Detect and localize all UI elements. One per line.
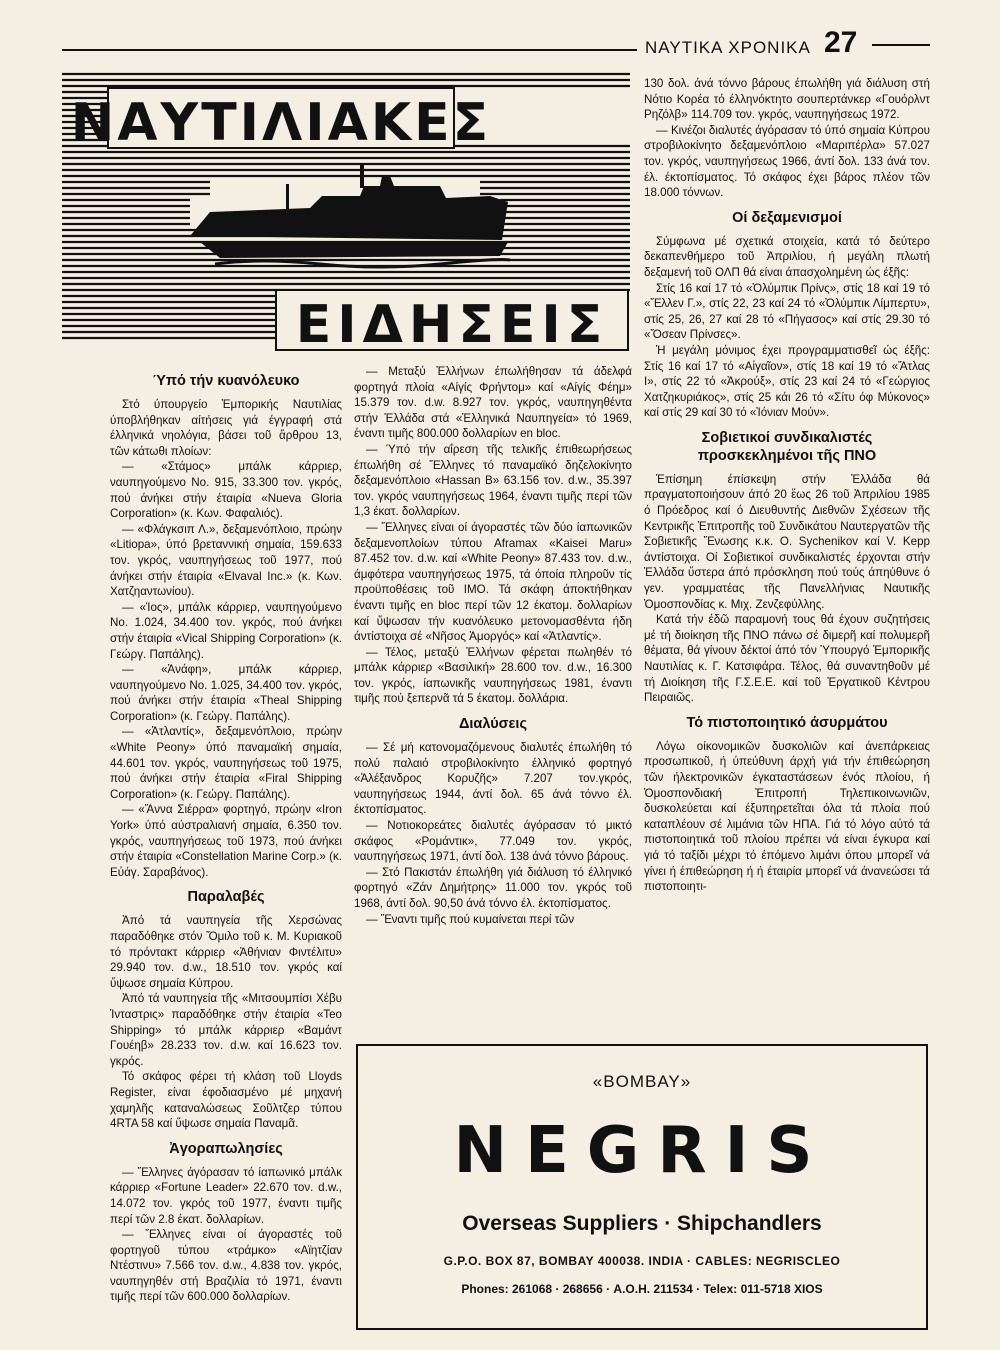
paragraph: — Ἔναντι τιμῆς πού κυμαίνεται περί τῶν: [366, 912, 575, 926]
column-2: [354, 364, 632, 927]
paragraph: Ἐπίσημη έπίσκεψη στήν Ἑλλάδα θά πραγματοποιήσουν άπό 20 ἕως 26 τοῦ Ἀπριλίου 1985 ό Πρόεδρος καί ό Διευθυντής Διεθνῶν Σχέσεων τῆς Κεντρικῆς Ἐπιτροπῆς τοῦ Συνδικάτου Ναυτεργατῶν τῆς Σοβιετικῆς Ἕνωσης κ.κ. Ο. Sychenikov καί V. Kepp άντίστοιχα. Οί Σοβιετικοί συνδικαλιστές έρχονται στήν Ἑλλάδα ὕστερα άπό πρόσκληση πού τούς άπηύθυνε ό γεν. γραμματέας τῆς Πανελλήνιας Ναυτικῆς Ὁμοσπονδίας κ. Μιχ. Ζενζεφύλλης.: [644, 472, 930, 611]
ad-address: G.P.O. BOX 87, BOMBAY 400038. INDIA · CABLES: NEGRISCLEO: [443, 1254, 841, 1268]
section-heading: Ύπό τήν κυανόλευκο: [152, 373, 300, 389]
paragraph: — Νοτιοκορεάτες διαλυτές άγόρασαν τό μικτό σκάφος «Ρομάντικ», 77.049 τον. γκρός, ναυπηγήσεως 1971, άντί δολ. 138 άνά τόννο βάρους.: [354, 819, 632, 864]
paragraph: Κατά τήν έδῶ παραμονή τους θά έχουν συζητήσεις μέ τή διοίκηση τῆς ΠΝΟ πάνω σέ διμερῆ καί πολυμερῆ θέματα, θά γίνουν δέκτοί άπό τόν Ὑπουργό Ἐμπορικῆς Ναυτιλίας κ. Γ. Κατσιφάρα. Τέλος, θά συναντηθοῦν μέ τή Διοίκηση τῆς Γ.Σ.Ε.Ε. καί τοῦ Ἐργατικοῦ Κέντρου Πειραιῶς.: [644, 613, 930, 705]
paragraph: 130 δολ. άνά τόννο βάρους έπωλήθη γιά διάλυση στή Νότιο Κορέα τό έλληνόκτητο σουπερτάνκερ «Γουόρλντ Ρηζόλβ» 114.709 τον. γκρός, ναυπηγήσεως 1972.: [644, 77, 930, 122]
section-heading: Σοβιετικοί συνδικαλιστές προσκεκλημένοι τῆς ΠΝΟ: [697, 429, 877, 464]
paragraph: Ἀπό τά ναυπηγεία τῆς «Μιτσουμπίσι Χέβυ Ἰνταστρις» παραδόθηκε στήν έταιρία «Teo Shipping» τό μπάλκ κάρριερ «Βαμάντ Γουέηβ» 28.233 τον. d.w. καί 16.623 τον. γκρός.: [110, 992, 342, 1068]
paragraph: Τό σκάφος φέρει τή κλάση τοῦ Lloyds Register, είναι έφοδιασμένο μέ μηχανή χαμηλῆς καταναλώσεως Σοῦλτζερ τύπου 4RTA 58 καί ὕψωσε σημαία Παναμᾶ.: [110, 1070, 342, 1131]
paragraph: — «Στάμος» μπάλκ κάρριερ, ναυπηγούμενο No. 915, 33.300 τον. γκρός, πού άνήκει στήν έταιρία «Nueva Gloria Corporation» (κ. Κων. Φαφαλιός).: [110, 460, 342, 521]
paragraph: Λόγω οίκονομικῶν δυσκολιῶν καί άνεπάρκειας προσωπικοῦ, ή ύπεύθυνη άρχή γιά τήν έπιθεώρηση τῶν ήλεκτρονικῶν έγκαταστάσεων ένός πλοίου, ή Ὁμοσπονδιακή Ἐπιτροπή Τηλεπικοινωνιῶν, δυσκολεύεται καί έξυπηρετεῖται όλα τά πλοία πού καταπλέουν σέ λιμάνια τῶν ΗΠΑ. Γιά τό λόγο αὐτό τά πιστοποιητικά τοῦ πλοίου πρέπει νά είναι έγκυρα καί γιά τό ταξίδι μέχρι τό έπόμενο λιμάνι όπου μπορεῖ νά γίνει ή έπιθεώρηση ή ή έταιρία μπορεῖ νά άνανεώσει τά πιστοποιητι-: [644, 739, 930, 894]
paragraph: — Ἕλληνες άγόρασαν τό ίαπωνικό μπάλκ κάρριερ «Fortune Leader» 22.670 τον. d.w., 14.072 τον. γκρός τοῦ 1977, έναντι τιμῆς περί τῶν 2.8 έκατ. δολλαρίων.: [110, 1165, 342, 1226]
masthead-title: ΝΑΥΤΙΛΙΑΚΕΣ: [70, 93, 492, 153]
paragraph: — «Ἄννα Σιέρρα» φορτηγό, πρώην «Iron York» ύπό αύστραλιανή σημαία, 6.350 τον. γκρός, ναυπηγήσεως τοῦ 1973, πού άνήκει στήν έταιρία «Constellation Marine Corp.» (κ. Εὐάγ. Σαραβάνος).: [110, 803, 342, 879]
column-3: [644, 76, 930, 895]
ad-location-tag: «BOMBAY»: [592, 1072, 692, 1091]
running-title: ΝΑΥΤΙΚΑ ΧΡΟΝΙΚΑ: [645, 38, 811, 57]
masthead: [60, 64, 630, 356]
paragraph: — Ἕλληνες είναι οί άγοραστές τοῦ φορτηγοῦ τύπου «τράμκο» «Αϊητζίαν Ντέστινυ» 7.566 τον. d.w., 4.838 τον. γκρός, ναυπηγηθέν στή Βραζιλία τό 1971, έναντι τιμῆς περί τῶν 600.000 δολλαρίων.: [110, 1228, 342, 1304]
paragraph: — Ύπό τήν αΐρεση τῆς τελικῆς έπιθεωρήσεως έπωλήθη σέ Ἕλληνες τό παναμαϊκό δηζελοκίνητο δεξαμενόπλοιο «Hassan B» 63.156 τον. d.w., 35.397 τον. γκρός ναυπηγήσεως 1964, έναντι τιμῆς περί τῶν 1,3 έκατ. δολλαρίων.: [354, 442, 632, 519]
column-1: [110, 364, 342, 1305]
ad-tagline: Overseas Suppliers · Shipchandlers: [462, 1212, 822, 1235]
paragraph: Στίς 16 καί 17 τό «Ὀλύμπικ Πρίνς», στίς 18 καί 19 τό «Ἔλλεν Γ.», στίς 22, 23 καί 24 τό «Ὀλύμπικ Λίμπερτυ», στίς 25, 26, 27 καί 28 τό «Πήγασος» καί στίς 29.30 τό «Ὄσεαν Πρίνσες».: [644, 281, 930, 342]
paragraph: — Ἕλληνες είναι οί άγοραστές τῶν δύο ίαπωνικῶν δεξαμενοπλοίων τύπου Aframax «Kaisei Maru» 87.452 τον. d.w. καί «White Peony» 87.433 τον. d.w., άμφότερα ναυπηγήσεως 1975, τά όποία πληροῦν τίς προϋποθέσεις τοῦ IMO. Τά σκάφη άποκτήθηκαν έναντι τιμῆς en bloc περί τῶν 12 έκατομ. δολλαρίων καί ὕψωσαν τήν κυανόλευκο μετονομασθέντα ήδη άντίστοιχα σέ «Νῆσος Ἀμοργός» καί «Ἀτλαντίς».: [354, 520, 632, 644]
paragraph: Σύμφωνα μέ σχετικά στοιχεία, κατά τό δεύτερο δεκαπενθήμερο τοῦ Ἀπριλίου, ή μεγάλη πλωτή δεξαμενή τοῦ ΟΛΠ θά είναι άπασχολημένη ώς έξῆς:: [644, 234, 930, 279]
paragraph: — «Φλάγκσιπ Λ.», δεξαμενόπλοιο, πρώην «Litiopa», ύπό βρεταννική σημαία, 159.633 τον. γκρός, ναυπηγήσεως τοῦ 1977, πού άνήκει στήν έταιρία «Elvaval Inc.» (κ. Κων. Χατζηαντωνίου).: [110, 522, 342, 599]
ad-brand: NEGRIS: [453, 1114, 831, 1188]
paragraph: — Σέ μή κατονομαζόμενους διαλυτές έπωλήθη τό πολύ παλαιό στροβιλοκίνητο έλληνικό φορτηγό «Ἀλέξανδρος Κορυζῆς» 7.207 τον.γκρός, ναυπηγήσεως 1944, άντί δολ. 65 άνά τόννο έλ. έκτοπίσματος.: [354, 741, 632, 817]
section-heading: Παραλαβές: [187, 889, 265, 906]
section-heading: Οί δεξαμενισμοί: [732, 209, 842, 226]
advertisement: [356, 1044, 928, 1330]
header-rule: [872, 44, 930, 46]
paragraph: — Στό Πακιστάν έπωλήθη γιά διάλυση τό έλληνικό φορτηγό «Ζάν Δημήτρης» 11.000 τον. γκρός τοῦ 1968, άντί δολ. 90,50 άνά τόννο έλ. έκτοπίσματος.: [354, 865, 632, 910]
paragraph: Στό ύπουργείο Ἐμπορικής Ναυτιλίας ύποβλήθηκαν αίτήσεις γιά έγγραφή στά έλληνικά νηολόγια, βάσει τοῦ ἄρθρου 13, τῶν κάτωθι πλοίων:: [110, 398, 342, 458]
ship-illustration: [190, 164, 510, 267]
paragraph: — «Ίος», μπάλκ κάρριερ, ναυπηγούμενο No. 1.024, 34.400 τον. γκρός, πού άνήκει στήν έταιρία «Vical Shipping Corporation» (κ. Γεώργ. Παπάλης).: [110, 600, 342, 661]
paragraph: — «Ἀτλαντίς», δεξαμενόπλοιο, πρώην «White Peony» ύπό παναμαϊκή σημαία, 44.601 τον. γκρός, ναυπηγήσεως τοῦ 1975, πού άνήκει στήν έταιρία «Firal Shipping Corporation» (κ. Γεώργ. Παπάλης).: [110, 725, 342, 801]
paragraph: Ἀπό τά ναυπηγεία τῆς Χερσώνας παραδόθηκε στόν Ὅμιλο τοῦ κ. Μ. Κυριακοῦ τό πρόντακτ κάρριερ «Ἀθήνιαν Φιντέλιτυ» 29.940 τον. d.w., 18.510 τον. γκρός καί ὕψωσε σημαία Κύπρου.: [110, 914, 342, 990]
masthead-subtitle: ΕΙΔΗΣΕΙΣ: [295, 295, 609, 355]
paragraph: — Κινέζοι διαλυτές άγόρασαν τό ύπό σημαία Κύπρου στροβιλοκίνητο δεξαμενόπλοιο «Μαριπέρλα» 57.027 τον. γκρός, ναυπηγήσεως 1966, άντί δολ. 133 άνά τον. έλ. έκτοπίσματος. Τό σκάφος έχει βάρος πλέον τῶν 18.000 τόννων.: [644, 123, 930, 200]
section-heading: Ἀγοραπωλησίες: [169, 1140, 283, 1157]
page-number: 27: [824, 26, 858, 59]
section-heading: Διαλύσεις: [458, 716, 528, 733]
section-heading: Τό πιστοποιητικό άσυρμάτου: [686, 714, 888, 731]
paragraph: — «Ἀνάφη», μπάλκ κάρριερ, ναυπηγούμενο No. 1.025, 34.400 τον. γκρός, πού άνήκει στήν έταιρία «Theal Shipping Corporation» (κ. Γεώργ. Παπάλης).: [110, 663, 342, 723]
paragraph: — Τέλος, μεταξύ Ἑλλήνων φέρεται πωληθέν τό μπάλκ κάρριερ «Βασιλική» 28.600 τον. d.w., 16.300 τον. γκρός, ίαπωνικῆς ναυπηγήσεως 1981, έναντι τιμῆς πού ξεπερνᾶ τά 5 έκατομ. δολλάρια.: [354, 645, 632, 706]
header-rule: [62, 49, 637, 51]
paragraph: Ἡ μεγάλη μόνιμος έχει προγραμματισθεῖ ώς έξῆς: Στίς 16 καί 17 τό «Αἰγαῖον», στίς 18 καί 19 τό «Ἄτλας Ι», στίς 22 τό «Ἀκρούξ», στίς 23 καί 24 τό «Γεώργιος Χατζηκυριάκος», στίς 25 κάι 26 τό «Σίτυ όφ Μύκονος» καί στίς 29 καί 30 τό «Ἰόνιαν Μούν».: [644, 343, 930, 420]
ad-phones: Phones: 261068 · 268656 · Α.Ο.Η. 211534 · Telex: 011-5718 XIOS: [461, 1282, 823, 1296]
paragraph: — Μεταξύ Ἑλλήνων έπωλήθησαν τά άδελφά φορτηγά πλοία «Αίγίς Φρήντομ» καί «Αίγίς Φέημ» 15.379 τον. d.w. 8.927 τον. γκρός, ναυπηγηθέντα στήν Ἑλλάδα στά «Ἑλληνικά Ναυπηγεία» τό 1969, έναντι τιμῆς 800.000 δολλαρίων en bloc.: [354, 365, 632, 441]
